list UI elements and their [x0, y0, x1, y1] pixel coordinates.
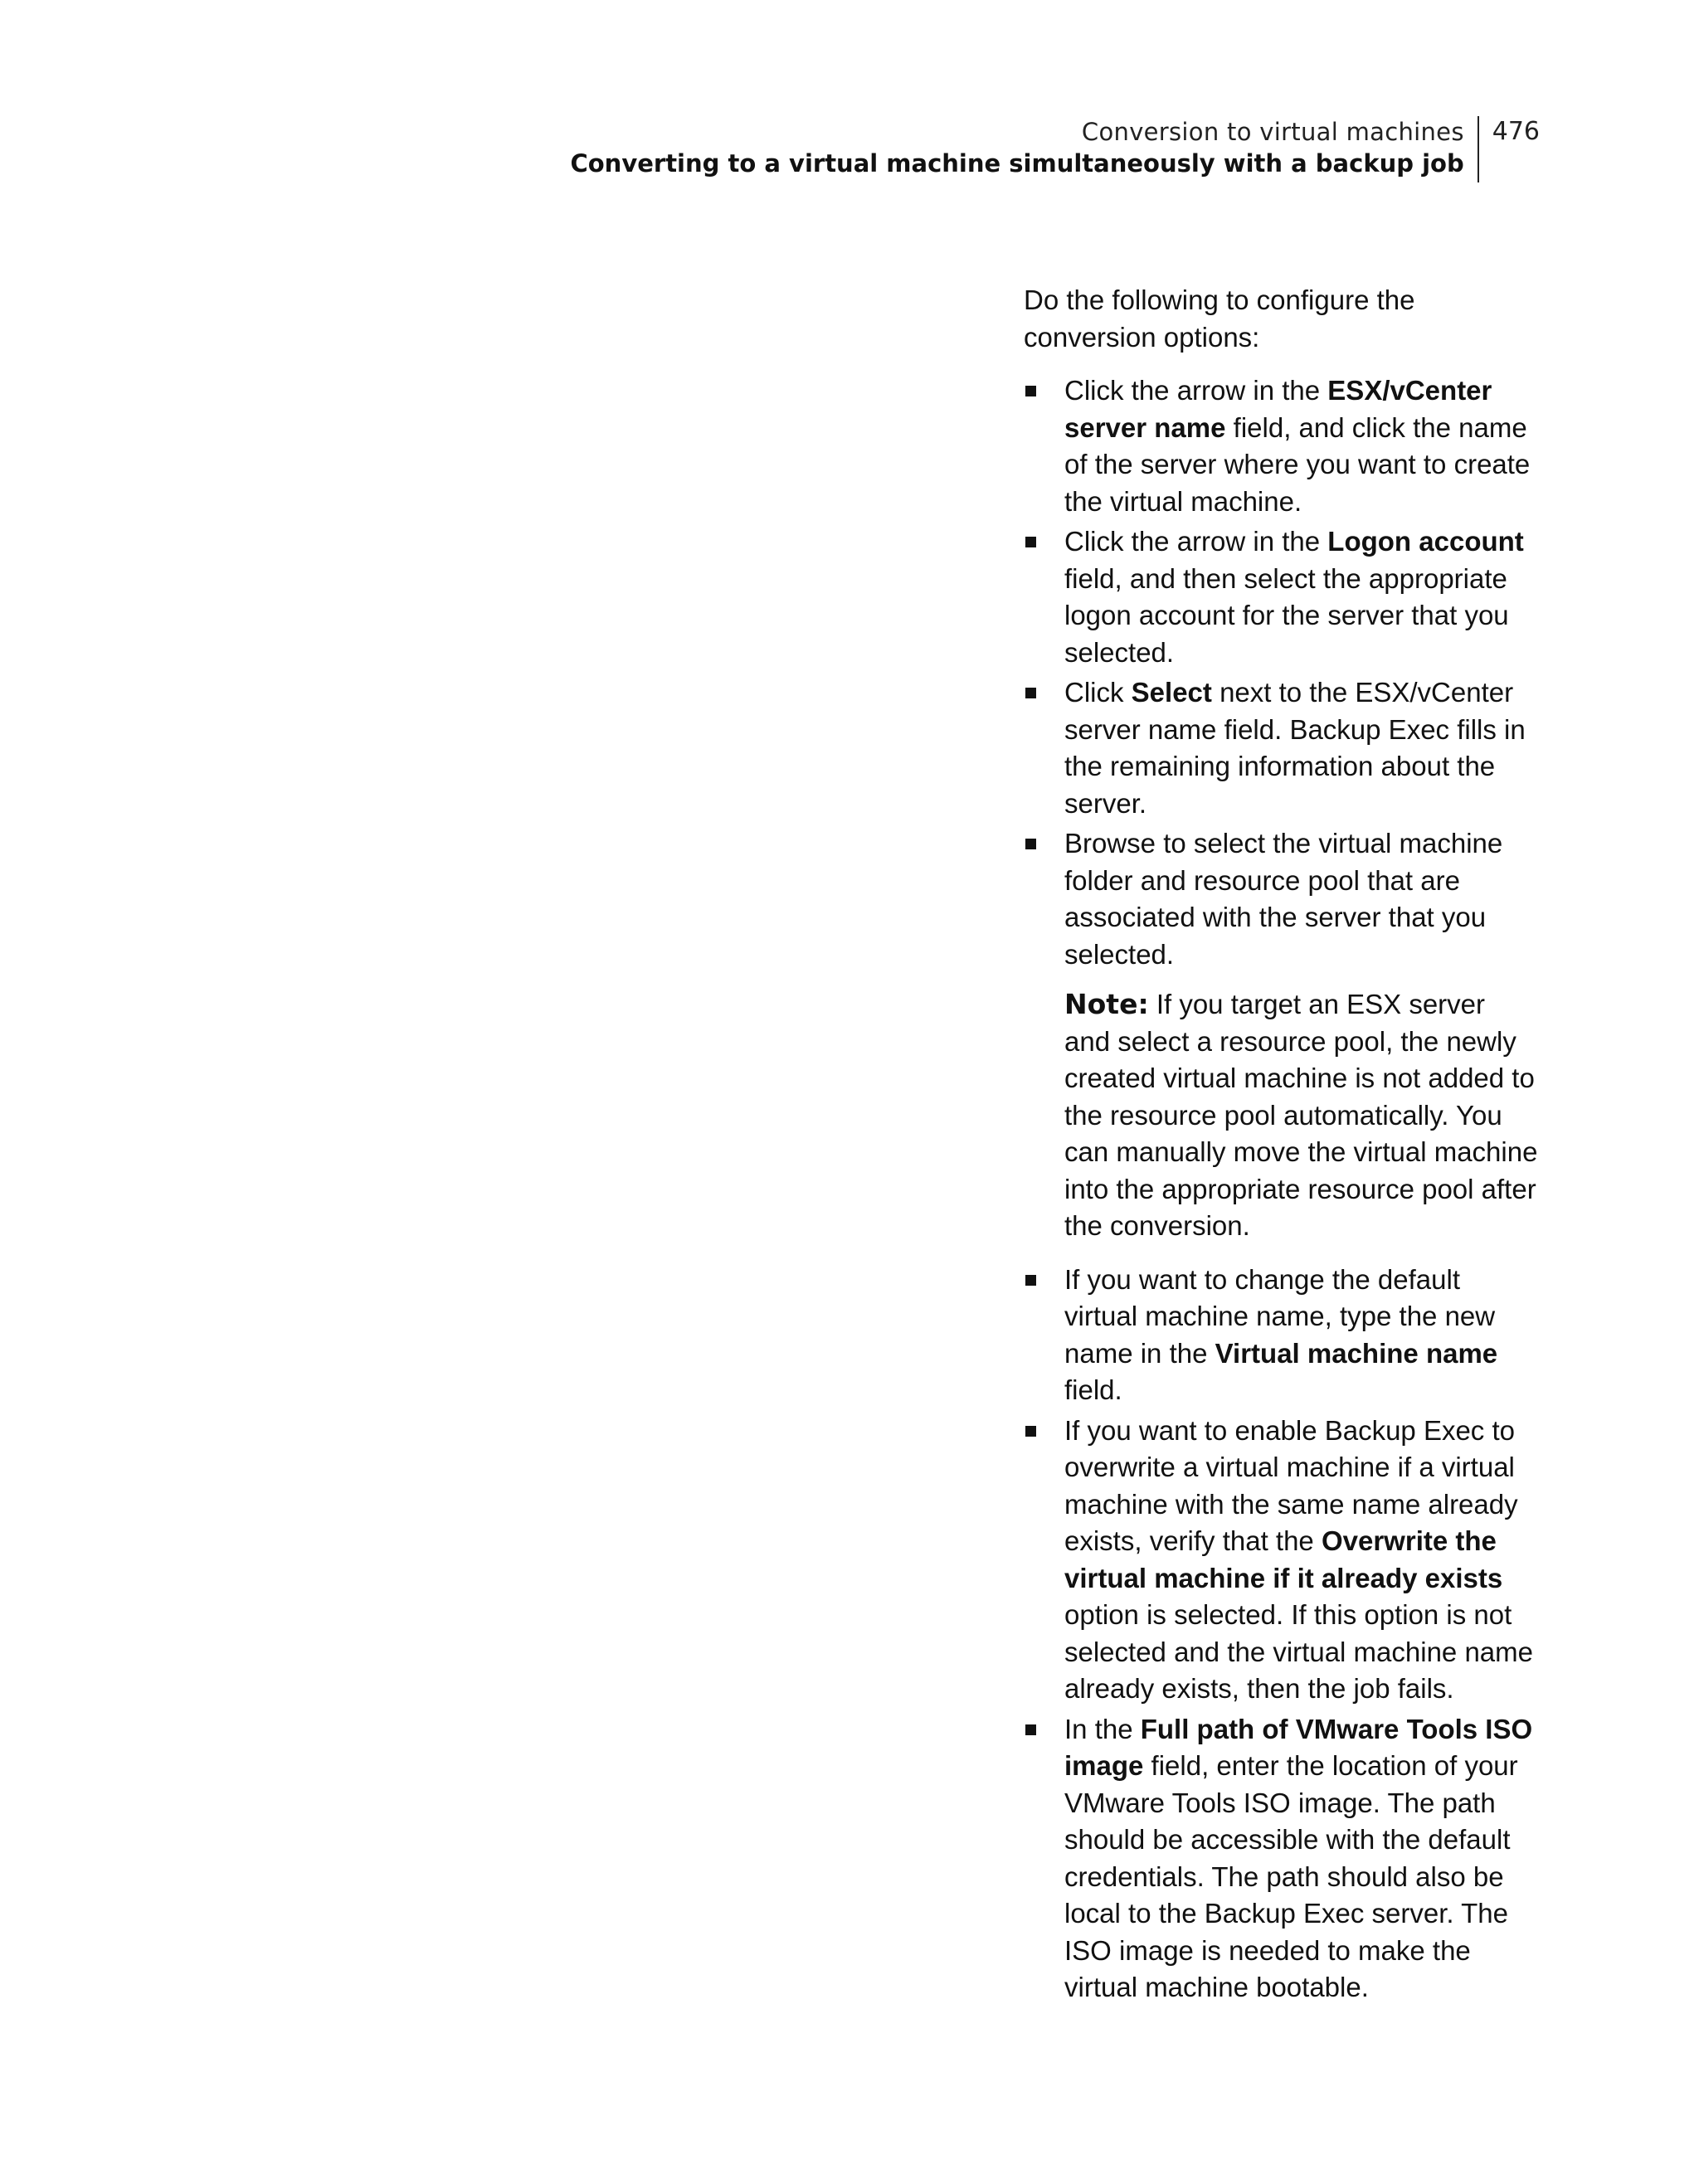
list-item: [1024, 1711, 1538, 2006]
header-titles: [570, 116, 1478, 182]
chapter-title: Conversion to virtual machines: [1081, 118, 1464, 146]
item-text: Click: [1064, 677, 1132, 708]
square-bullet-icon: [1025, 537, 1036, 547]
item-text: field, enter the location of your VMware Tools ISO image. The path should be accessible with the default credentials. The path should also be local to the Backup Exec server. The ISO image is needed to make the virtual machine bootable.: [1064, 1750, 1518, 2002]
item-text: field.: [1064, 1374, 1122, 1405]
item-text: If you want to enable Backup Exec to overwrite a virtual machine if a virtual machine with the same name already exists, verify that the: [1064, 1414, 1518, 1556]
item-text: option is selected. If this option is not selected and the virtual machine name already exists, then the job fails.: [1064, 1599, 1533, 1704]
list-item: [1024, 825, 1538, 973]
item-text: In the: [1064, 1713, 1141, 1744]
section-title: Converting to a virtual machine simultaneously with a backup job: [570, 149, 1464, 178]
item-text: Click the arrow in the: [1064, 526, 1328, 557]
note-paragraph: [1024, 986, 1538, 1245]
item-text: field, and then select the appropriate logon account for the server that you selected.: [1064, 562, 1509, 668]
list-item: [1024, 372, 1538, 520]
list-item: [1024, 1262, 1538, 1409]
square-bullet-icon: [1025, 386, 1036, 396]
note-label: Note:: [1064, 988, 1149, 1020]
square-bullet-icon: [1025, 1426, 1036, 1437]
item-text: If you want to change the default virtual machine name, type the new name in the: [1064, 1263, 1496, 1369]
item-text: Click the arrow in the: [1064, 375, 1328, 406]
square-bullet-icon: [1025, 688, 1036, 698]
options-list: [1024, 372, 1538, 973]
item-text: field, and click the name of the server where you want to create the virtual machine.: [1064, 411, 1531, 517]
square-bullet-icon: [1025, 839, 1036, 849]
field-name: Virtual machine name: [1215, 1337, 1498, 1369]
list-item: [1024, 523, 1538, 671]
item-text: next to the ESX/vCenter server name field. Backup Exec fills in the remaining information about the server.: [1064, 677, 1526, 819]
square-bullet-icon: [1025, 1724, 1036, 1735]
page-number: 476: [1492, 117, 1540, 146]
list-item: [1024, 674, 1538, 822]
field-name: Full path of VMware Tools ISO image: [1064, 1713, 1533, 1781]
options-list-continued: [1024, 1262, 1538, 2006]
running-header: [570, 116, 1540, 182]
item-text: Browse to select the virtual machine folder and resource pool that are associated with the server that you selected.: [1064, 828, 1503, 970]
option-name: Overwrite the virtual machine if it already exists: [1064, 1525, 1503, 1593]
square-bullet-icon: [1025, 1275, 1036, 1286]
note-text: If you target an ESX server and select a resource pool, the newly created virtual machine is not added to the resource pool automatically. You can manually move the virtual machine into the appropriate resource pool after the conversion.: [1064, 989, 1538, 1241]
main-content: [1024, 282, 1538, 2010]
intro-paragraph: Do the following to configure the conversion options:: [1024, 285, 1415, 353]
field-name: ESX/vCenter server name: [1064, 375, 1492, 443]
list-item: [1024, 1413, 1538, 1708]
button-name: Select: [1131, 677, 1212, 708]
field-name: Logon account: [1327, 526, 1524, 557]
